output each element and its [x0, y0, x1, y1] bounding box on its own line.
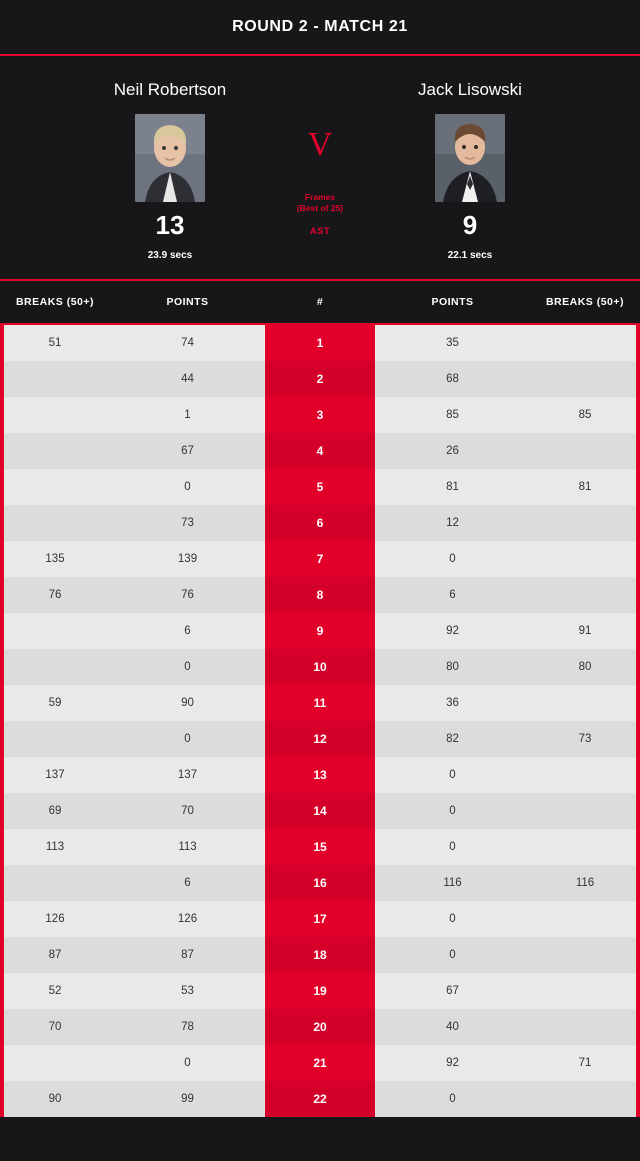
cell-points-right: 92 [446, 1057, 459, 1069]
cell-break-right [530, 1081, 640, 1117]
player-two-name: Jack Lisowski [418, 80, 522, 99]
cell-break-right [530, 577, 640, 613]
right-accent-edge [636, 325, 640, 1117]
cell-points-right: 0 [449, 949, 456, 961]
cell-points-right: 0 [449, 913, 456, 925]
cell-break-left [0, 1045, 110, 1081]
cell-points-right: 116 [443, 877, 462, 889]
cell-frame-number: 3 [265, 397, 375, 433]
table-row [0, 433, 640, 469]
cell-points-right: 81 [446, 481, 459, 493]
table-row [0, 721, 640, 757]
cell-points-left: 0 [184, 481, 191, 493]
table-row [0, 361, 640, 397]
table-row [0, 649, 640, 685]
table-row [0, 505, 640, 541]
table-row [0, 325, 640, 361]
cell-break-left: 76 [48, 589, 62, 601]
table-row [0, 469, 640, 505]
cell-frame-number: 13 [265, 757, 375, 793]
player-two-block [350, 114, 590, 261]
player-two-time: 22.1 secs [447, 250, 493, 261]
table-row [0, 973, 640, 1009]
cell-points-left: 74 [181, 337, 194, 349]
cell-break-left [0, 865, 110, 901]
cell-break-right [530, 541, 640, 577]
table-row [0, 577, 640, 613]
cell-frame-number: 21 [265, 1045, 375, 1081]
cell-points-left: 78 [181, 1021, 194, 1033]
cell-break-right: 81 [578, 481, 592, 493]
cell-points-right: 0 [449, 1093, 456, 1105]
table-row [0, 901, 640, 937]
player-names-row [0, 74, 640, 114]
player-one-score: 13 [155, 210, 185, 240]
player-one-avatar [135, 114, 205, 202]
cell-break-left [0, 433, 110, 469]
cell-points-right: 80 [446, 661, 459, 673]
player-one-time: 23.9 secs [147, 250, 193, 261]
frames-table-wrap [0, 325, 640, 1117]
cell-break-left [0, 469, 110, 505]
cell-points-left: 113 [178, 841, 197, 853]
table-row [0, 829, 640, 865]
cell-break-right [530, 325, 640, 361]
cell-frame-number: 14 [265, 793, 375, 829]
cell-break-right [530, 829, 640, 865]
match-header [0, 0, 640, 56]
cell-frame-number: 15 [265, 829, 375, 865]
players-row [0, 114, 640, 261]
table-row [0, 541, 640, 577]
versus-icon: V [307, 126, 333, 163]
cell-frame-number: 1 [265, 325, 375, 361]
table-row [0, 793, 640, 829]
cell-points-left: 126 [177, 913, 198, 925]
cell-points-left: 67 [181, 445, 194, 457]
cell-points-left: 53 [181, 985, 194, 997]
cell-break-right: 80 [578, 661, 592, 673]
cell-points-right: 12 [446, 517, 459, 529]
frames-table-header [0, 281, 640, 325]
cell-break-right: 91 [578, 625, 592, 637]
cell-points-right: 0 [449, 769, 456, 781]
cell-frame-number: 7 [265, 541, 375, 577]
cell-break-left: 52 [48, 985, 62, 997]
player-one-block [50, 114, 290, 261]
cell-break-left [0, 397, 110, 433]
cell-points-left: 87 [181, 949, 194, 961]
cell-frame-number: 2 [265, 361, 375, 397]
cell-points-left: 90 [181, 697, 194, 709]
cell-break-right [530, 901, 640, 937]
cell-frame-number: 20 [265, 1009, 375, 1045]
column-header-breaks-left: BREAKS (50+) [15, 296, 95, 308]
cell-points-left: 0 [184, 1057, 191, 1069]
cell-frame-number: 10 [265, 649, 375, 685]
cell-points-left: 73 [181, 517, 194, 529]
cell-break-right [530, 505, 640, 541]
cell-points-right: 6 [449, 589, 456, 601]
cell-points-right: 92 [446, 625, 459, 637]
cell-points-right: 0 [449, 841, 456, 853]
cell-frame-number: 6 [265, 505, 375, 541]
cell-break-left [0, 361, 110, 397]
cell-break-left [0, 505, 110, 541]
cell-break-right [530, 793, 640, 829]
cell-frame-number: 11 [265, 685, 375, 721]
cell-points-right: 68 [446, 373, 459, 385]
ast-label: AST [309, 226, 331, 238]
table-row [0, 1045, 640, 1081]
cell-break-left [0, 613, 110, 649]
cell-points-left: 99 [181, 1093, 194, 1105]
versus-block [290, 114, 350, 237]
cell-points-left: 0 [184, 661, 191, 673]
cell-points-left: 44 [181, 373, 194, 385]
cell-break-right: 116 [575, 877, 595, 889]
cell-frame-number: 16 [265, 865, 375, 901]
cell-frame-number: 9 [265, 613, 375, 649]
cell-break-left: 70 [48, 1021, 62, 1033]
player-two-score: 9 [462, 210, 478, 240]
cell-frame-number: 17 [265, 901, 375, 937]
cell-frame-number: 8 [265, 577, 375, 613]
table-row [0, 937, 640, 973]
table-row [0, 1081, 640, 1117]
cell-frame-number: 19 [265, 973, 375, 1009]
cell-points-right: 26 [446, 445, 459, 457]
column-header-frame: # [316, 296, 324, 308]
player-one-name: Neil Robertson [113, 80, 227, 99]
cell-frame-number: 12 [265, 721, 375, 757]
cell-break-left [0, 649, 110, 685]
cell-break-left: 135 [45, 553, 65, 565]
cell-points-right: 0 [449, 805, 456, 817]
cell-frame-number: 18 [265, 937, 375, 973]
cell-points-left: 70 [181, 805, 194, 817]
cell-break-right: 85 [578, 409, 592, 421]
cell-break-left: 137 [45, 769, 65, 781]
cell-break-left [0, 721, 110, 757]
cell-break-left: 90 [48, 1093, 62, 1105]
frames-label [297, 192, 343, 213]
frames-label-line1: Frames [304, 192, 336, 202]
cell-frame-number: 5 [265, 469, 375, 505]
cell-points-left: 76 [181, 589, 194, 601]
cell-break-right [530, 1009, 640, 1045]
cell-break-right [530, 937, 640, 973]
cell-points-right: 0 [449, 553, 456, 565]
cell-break-left: 69 [48, 805, 62, 817]
cell-points-left: 6 [184, 625, 191, 637]
cell-break-left: 126 [45, 913, 65, 925]
cell-break-left: 51 [48, 337, 62, 349]
table-row [0, 757, 640, 793]
cell-points-right: 67 [446, 985, 459, 997]
cell-break-right [530, 973, 640, 1009]
cell-points-right: 82 [446, 733, 459, 745]
cell-break-right: 73 [578, 733, 592, 745]
frames-table-body [0, 325, 640, 1117]
left-accent-edge [0, 325, 4, 1117]
cell-break-left: 87 [48, 949, 62, 961]
table-row [0, 1009, 640, 1045]
cell-break-left: 59 [48, 697, 62, 709]
table-row [0, 685, 640, 721]
cell-points-right: 85 [446, 409, 459, 421]
table-row [0, 865, 640, 901]
cell-break-left: 113 [45, 841, 65, 853]
column-header-points-left: POINTS [166, 296, 209, 308]
cell-points-left: 139 [177, 553, 198, 565]
cell-frame-number: 4 [265, 433, 375, 469]
cell-break-right [530, 757, 640, 793]
cell-break-right [530, 685, 640, 721]
player-two-avatar [435, 114, 505, 202]
table-row [0, 397, 640, 433]
frames-label-line2: (Best of 25) [296, 202, 344, 213]
cell-break-right: 71 [578, 1057, 592, 1069]
column-header-breaks-right: BREAKS (50+) [545, 296, 625, 308]
cell-points-left: 137 [177, 769, 198, 781]
column-header-points-right: POINTS [431, 296, 474, 308]
page-title: ROUND 2 - MATCH 21 [232, 18, 408, 35]
cell-frame-number: 22 [265, 1081, 375, 1117]
cell-points-right: 40 [446, 1021, 459, 1033]
scoreboard [0, 56, 640, 281]
cell-break-right [530, 433, 640, 469]
cell-points-right: 35 [446, 337, 459, 349]
cell-points-right: 36 [446, 697, 459, 709]
cell-points-left: 1 [184, 409, 191, 421]
cell-points-left: 0 [184, 733, 191, 745]
table-row [0, 613, 640, 649]
cell-break-right [530, 361, 640, 397]
cell-points-left: 6 [184, 877, 191, 889]
